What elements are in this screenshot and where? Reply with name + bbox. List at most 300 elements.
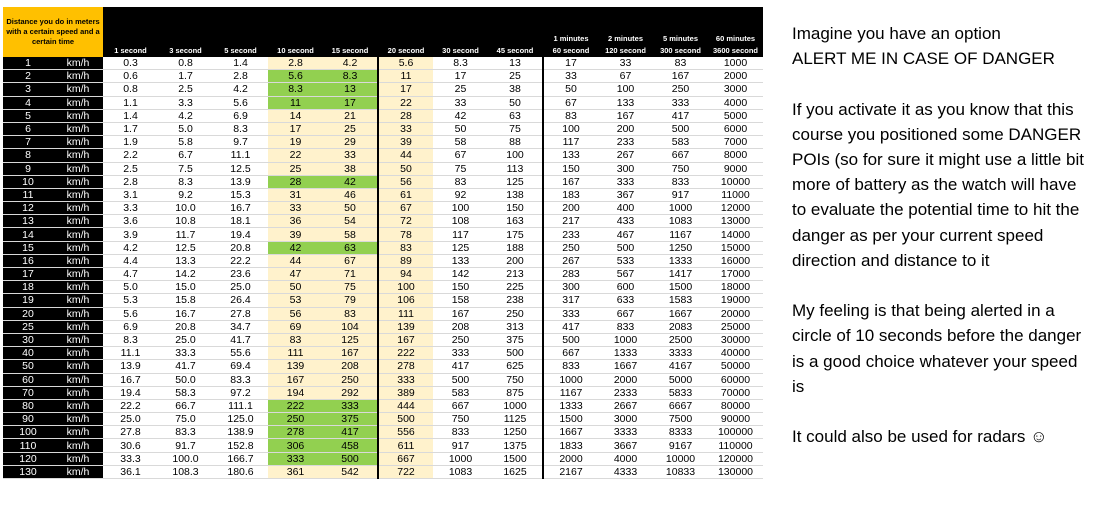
speed-value: 110 [3,439,53,452]
distance-cell: 217 [543,215,598,228]
speed-unit: km/h [53,307,103,320]
distance-cell: 278 [268,426,323,439]
distance-cell: 4167 [653,360,708,373]
table-row [3,281,763,294]
distance-cell: 167 [323,347,378,360]
distance-cell: 21 [323,109,378,122]
distance-cell: 58.3 [158,386,213,399]
distance-cell: 38 [488,83,543,96]
distance-cell: 533 [598,254,653,267]
table-row [3,426,763,439]
distance-cell: 100 [488,149,543,162]
distance-cell: 333 [268,452,323,465]
distance-cell: 3.3 [158,96,213,109]
distance-cell: 1167 [543,386,598,399]
distance-cell: 88 [488,136,543,149]
distance-cell: 1.7 [103,122,158,135]
distance-cell: 167 [268,373,323,386]
distance-cell: 58 [323,228,378,241]
distance-cell: 110000 [708,439,763,452]
distance-cell: 200 [488,254,543,267]
column-header [598,7,653,57]
distance-cell: 15.8 [158,294,213,307]
distance-cell: 9167 [653,439,708,452]
speed-unit: km/h [53,386,103,399]
distance-cell: 25 [323,122,378,135]
distance-cell: 100000 [708,426,763,439]
distance-cell: 80000 [708,399,763,412]
distance-cell: 1.4 [213,57,268,70]
distance-cell: 33 [433,96,488,109]
column-header-bottom: 60 second [552,46,590,55]
distance-cell: 138.9 [213,426,268,439]
distance-cell: 117 [543,136,598,149]
distance-cell: 567 [598,268,653,281]
distance-cell: 18000 [708,281,763,294]
speed-value: 2 [3,70,53,83]
distance-cell: 83.3 [158,426,213,439]
distance-cell: 12.5 [158,241,213,254]
table-header-row [3,7,763,57]
distance-cell: 55.6 [213,347,268,360]
distance-cell: 1000 [653,202,708,215]
distance-cell: 50 [433,122,488,135]
distance-cell: 833 [653,175,708,188]
distance-cell: 54 [323,215,378,228]
distance-cell: 2.8 [268,57,323,70]
distance-cell: 167 [653,70,708,83]
distance-cell: 1333 [653,254,708,267]
distance-cell: 133 [433,254,488,267]
distance-cell: 25.0 [158,333,213,346]
speed-value: 130 [3,465,53,478]
distance-cell: 83 [653,57,708,70]
distance-cell: 1000 [543,373,598,386]
speed-unit: km/h [53,109,103,122]
distance-cell: 1500 [653,281,708,294]
distance-cell: 94 [378,268,433,281]
speed-unit: km/h [53,149,103,162]
speed-value: 5 [3,109,53,122]
distance-cell: 0.8 [158,57,213,70]
distance-cell: 10833 [653,465,708,478]
speed-unit: km/h [53,373,103,386]
distance-cell: 6.9 [213,109,268,122]
distance-cell: 6.9 [103,320,158,333]
distance-cell: 1667 [653,307,708,320]
distance-cell: 61 [378,188,433,201]
column-header-top [433,33,488,45]
table-body [3,57,763,479]
distance-cell: 3000 [708,83,763,96]
distance-cell: 106 [378,294,433,307]
distance-cell: 333 [543,307,598,320]
distance-cell: 15.0 [158,281,213,294]
distance-cell: 0.3 [103,57,158,70]
distance-cell: 583 [433,386,488,399]
distance-cell: 100 [598,83,653,96]
speed-value: 9 [3,162,53,175]
distance-cell: 17 [433,70,488,83]
distance-cell: 33 [378,122,433,135]
distance-cell: 180.6 [213,465,268,478]
table-row [3,439,763,452]
notes-paragraph-3: My feeling is that being alerted in a circle of 10 seconds before the danger is a good choice whatever your speed is [792,301,1082,396]
speed-unit: km/h [53,413,103,426]
column-header [323,7,378,57]
distance-cell: 70000 [708,386,763,399]
distance-cell: 9.2 [158,188,213,201]
distance-cell: 71 [323,268,378,281]
distance-cell: 83 [433,175,488,188]
distance-cell: 306 [268,439,323,452]
column-header-bottom: 300 second [660,46,701,55]
distance-cell: 1.1 [103,96,158,109]
column-header-top [213,33,268,45]
speed-unit: km/h [53,122,103,135]
distance-cell: 2.5 [103,162,158,175]
table-row [3,294,763,307]
distance-cell: 750 [488,373,543,386]
distance-cell: 500 [488,347,543,360]
speed-value: 14 [3,228,53,241]
distance-cell: 67 [598,70,653,83]
speed-value: 40 [3,347,53,360]
table-row [3,136,763,149]
notes-paragraph-2: If you activate it as you know that this course you positioned some DANGER POIs (so for sure it might use a little bit more of battery as the watch will have to evaluate the potential time to hit the danger as per your current speed direction and distance to it [792,99,1084,270]
distance-cell: 292 [323,386,378,399]
table-row [3,162,763,175]
speed-value: 1 [3,57,53,70]
column-header-bottom: 20 second [387,46,425,55]
distance-cell: 1083 [653,215,708,228]
speed-unit: km/h [53,281,103,294]
distance-cell: 417 [433,360,488,373]
speed-unit: km/h [53,294,103,307]
distance-cell: 8.3 [323,70,378,83]
distance-cell: 833 [433,426,488,439]
distance-cell: 4.7 [103,268,158,281]
distance-cell: 69 [268,320,323,333]
distance-cell: 12000 [708,202,763,215]
distance-cell: 5.3 [103,294,158,307]
distance-cell: 30000 [708,333,763,346]
distance-cell: 13.9 [103,360,158,373]
speed-unit: km/h [53,399,103,412]
distance-cell: 83 [378,241,433,254]
distance-cell: 917 [653,188,708,201]
speed-unit: km/h [53,188,103,201]
distance-cell: 13000 [708,215,763,228]
distance-cell: 233 [598,136,653,149]
distance-cell: 5000 [708,109,763,122]
distance-cell: 75 [488,122,543,135]
distance-cell: 1583 [653,294,708,307]
distance-cell: 417 [323,426,378,439]
distance-cell: 5.8 [158,136,213,149]
distance-cell: 250 [323,373,378,386]
distance-cell: 8000 [708,149,763,162]
distance-cell: 361 [268,465,323,478]
distance-cell: 233 [543,228,598,241]
distance-cell: 89 [378,254,433,267]
distance-cell: 16.7 [103,373,158,386]
distance-cell: 4000 [708,96,763,109]
table-row [3,386,763,399]
distance-cell: 433 [598,215,653,228]
speed-value: 11 [3,188,53,201]
distance-cell: 40000 [708,347,763,360]
distance-cell: 83 [543,109,598,122]
distance-cell: 389 [378,386,433,399]
distance-cell: 458 [323,439,378,452]
distance-cell: 667 [653,149,708,162]
distance-cell: 213 [488,268,543,281]
distance-cell: 11 [378,70,433,83]
distance-cell: 500 [378,413,433,426]
distance-cell: 163 [488,215,543,228]
distance-cell: 33.3 [158,347,213,360]
speed-unit: km/h [53,333,103,346]
distance-cell: 2000 [543,452,598,465]
distance-cell: 16.7 [158,307,213,320]
column-header-bottom: 45 second [496,46,534,55]
distance-cell: 7.5 [158,162,213,175]
distance-cell: 267 [543,254,598,267]
distance-cell: 63 [323,241,378,254]
distance-cell: 5.6 [378,57,433,70]
column-header-bottom: 30 second [442,46,479,55]
distance-cell: 250 [433,333,488,346]
distance-cell: 583 [653,136,708,149]
distance-cell: 11.1 [213,149,268,162]
table-row [3,109,763,122]
distance-cell: 17 [378,83,433,96]
distance-cell: 10.8 [158,215,213,228]
distance-cell: 375 [488,333,543,346]
speed-unit: km/h [53,136,103,149]
distance-cell: 91.7 [158,439,213,452]
distance-cell: 36.1 [103,465,158,478]
distance-cell: 367 [598,188,653,201]
distance-cell: 67 [323,254,378,267]
column-header [158,7,213,57]
table-row [3,202,763,215]
distance-cell: 50 [543,83,598,96]
distance-cell: 250 [543,241,598,254]
notes-p1-line1: Imagine you have an option [792,24,1001,43]
distance-cell: 25 [433,83,488,96]
distance-cell: 19000 [708,294,763,307]
distance-cell: 90000 [708,413,763,426]
distance-cell: 7000 [708,136,763,149]
distance-cell: 8.3 [103,333,158,346]
distance-cell: 60000 [708,373,763,386]
distance-cell: 10000 [653,452,708,465]
distance-cell: 28 [378,109,433,122]
distance-cell: 25 [268,162,323,175]
distance-cell: 11 [268,96,323,109]
distance-cell: 625 [488,360,543,373]
table-row [3,57,763,70]
table-row [3,452,763,465]
distance-cell: 333 [598,175,653,188]
distance-cell: 750 [433,413,488,426]
column-header-top [268,33,323,45]
speed-value: 10 [3,175,53,188]
distance-cell: 4.2 [158,109,213,122]
distance-cell: 667 [543,347,598,360]
distance-cell: 133 [598,96,653,109]
notes-p1-line2: ALERT ME IN CASE OF DANGER [792,49,1055,69]
distance-cell: 26.4 [213,294,268,307]
speed-unit: km/h [53,162,103,175]
column-header-top [323,33,377,45]
table-row [3,268,763,281]
distance-cell: 15.3 [213,188,268,201]
distance-cell: 41.7 [158,360,213,373]
distance-cell: 300 [543,281,598,294]
distance-cell: 375 [323,413,378,426]
distance-cell: 2000 [598,373,653,386]
distance-cell: 500 [543,333,598,346]
distance-cell: 4.2 [323,57,378,70]
distance-cell: 611 [378,439,433,452]
distance-cell: 10.0 [158,202,213,215]
distance-cell: 150 [543,162,598,175]
column-header [433,7,488,57]
distance-cell: 3.3 [103,202,158,215]
distance-cell: 42 [433,109,488,122]
distance-cell: 111 [378,307,433,320]
distance-cell: 75 [323,281,378,294]
table-row [3,373,763,386]
distance-cell: 166.7 [213,452,268,465]
distance-cell: 1000 [708,57,763,70]
distance-cell: 1083 [433,465,488,478]
distance-cell: 1125 [488,413,543,426]
distance-cell: 16.7 [213,202,268,215]
distance-cell: 22.2 [213,254,268,267]
distance-cell: 1000 [598,333,653,346]
distance-cell: 67 [543,96,598,109]
speed-unit: km/h [53,426,103,439]
distance-cell: 33 [268,202,323,215]
distance-cell: 12.5 [213,162,268,175]
distance-cell: 33 [543,70,598,83]
distance-cell: 78 [378,228,433,241]
distance-cell: 22 [378,96,433,109]
distance-cell: 2.2 [103,149,158,162]
distance-cell: 1375 [488,439,543,452]
distance-cell: 14 [268,109,323,122]
distance-cell: 167 [378,333,433,346]
distance-cell: 67 [433,149,488,162]
distance-cell: 36 [268,215,323,228]
distance-cell: 3667 [598,439,653,452]
distance-cell: 667 [378,452,433,465]
distance-cell: 2.5 [158,83,213,96]
distance-cell: 1.4 [103,109,158,122]
speed-value: 16 [3,254,53,267]
speed-value: 60 [3,373,53,386]
distance-cell: 667 [598,307,653,320]
speed-value: 13 [3,215,53,228]
distance-cell: 97.2 [213,386,268,399]
distance-cell: 50 [268,281,323,294]
distance-cell: 556 [378,426,433,439]
distance-cell: 83.3 [213,373,268,386]
distance-cell: 72 [378,215,433,228]
speed-value: 30 [3,333,53,346]
notes-paragraph-4: It could also be used for radars ☺ [792,427,1048,447]
distance-cell: 50000 [708,360,763,373]
speed-value: 15 [3,241,53,254]
table-row [3,241,763,254]
distance-cell: 3.9 [103,228,158,241]
distance-cell: 917 [433,439,488,452]
distance-cell: 15000 [708,241,763,254]
distance-cell: 444 [378,399,433,412]
column-header-bottom: 3600 second [712,46,759,55]
speed-value: 20 [3,307,53,320]
distance-cell: 500 [598,241,653,254]
distance-cell: 1333 [598,347,653,360]
distance-cell: 300 [598,162,653,175]
distance-cell: 25 [488,70,543,83]
distance-cell: 150 [488,202,543,215]
distance-cell: 83 [323,307,378,320]
distance-cell: 250 [268,413,323,426]
distance-cell: 152.8 [213,439,268,452]
distance-cell: 500 [653,122,708,135]
distance-cell: 113 [488,162,543,175]
distance-cell: 33.3 [103,452,158,465]
speed-unit: km/h [53,215,103,228]
distance-cell: 222 [378,347,433,360]
column-header [653,7,708,57]
distance-cell: 1.9 [103,136,158,149]
notes-panel [792,21,1092,475]
distance-cell: 3333 [598,426,653,439]
distance-cell: 104 [323,320,378,333]
distance-cell: 9000 [708,162,763,175]
column-header-top [158,33,213,45]
distance-cell: 111 [268,347,323,360]
distance-cell: 1167 [653,228,708,241]
distance-cell: 3.6 [103,215,158,228]
distance-cell: 100 [433,202,488,215]
distance-cell: 25.0 [103,413,158,426]
column-header-bottom: 15 second [331,46,369,55]
distance-cell: 1417 [653,268,708,281]
distance-cell: 42 [268,241,323,254]
distance-cell: 100.0 [158,452,213,465]
distance-cell: 1000 [433,452,488,465]
speed-value: 12 [3,202,53,215]
distance-cell: 69.4 [213,360,268,373]
distance-cell: 722 [378,465,433,478]
distance-cell: 11000 [708,188,763,201]
distance-cell: 8333 [653,426,708,439]
distance-cell: 10000 [708,175,763,188]
column-header [708,7,763,57]
distance-cell: 2167 [543,465,598,478]
distance-cell: 5.6 [268,70,323,83]
distance-cell: 111.1 [213,399,268,412]
distance-cell: 13.9 [213,175,268,188]
distance-cell: 34.7 [213,320,268,333]
